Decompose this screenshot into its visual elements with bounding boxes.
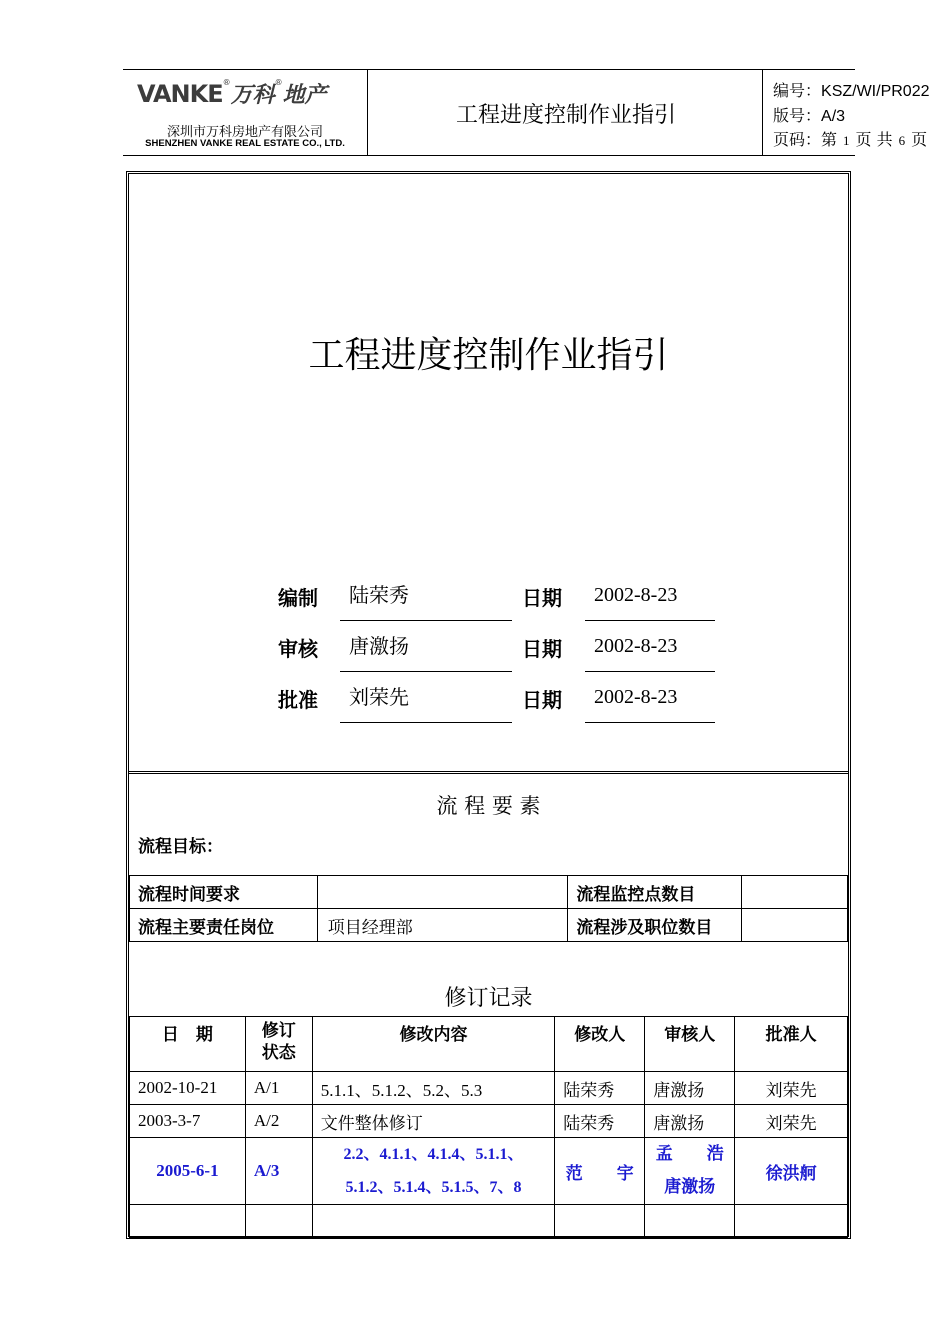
monitor-points-label: 流程监控点数目 xyxy=(568,876,742,909)
sig-date: 2002-8-23 xyxy=(585,677,715,723)
rev-approver: 徐洪舸 xyxy=(735,1138,848,1205)
sig-date-label: 日期 xyxy=(522,688,562,712)
vanke-logo xyxy=(137,78,327,108)
rev-content xyxy=(312,1205,555,1238)
rev-status: A/1 xyxy=(245,1072,312,1105)
table-row xyxy=(130,876,848,909)
sig-role-label: 编制 xyxy=(278,586,318,610)
revision-record-title: 修订记录 xyxy=(444,986,533,1011)
col-approver: 批准人 xyxy=(735,1017,848,1072)
process-table xyxy=(129,875,848,942)
rev-approver xyxy=(735,1205,848,1238)
rev-modifier: 范 宇 xyxy=(555,1138,645,1205)
rev-reviewer: 唐激扬 xyxy=(645,1072,735,1105)
header-title: 工程进度控制作业指引 xyxy=(455,103,676,128)
page-end: 页 xyxy=(911,130,928,149)
rev-modifier: 陆荣秀 xyxy=(555,1072,645,1105)
company-name-en: SHENZHEN VANKE REAL ESTATE CO., LTD. xyxy=(145,138,345,149)
process-elements-title: 流 程 要 素 xyxy=(436,794,541,818)
rev-approver: 刘荣先 xyxy=(735,1105,848,1138)
table-row xyxy=(130,909,848,942)
table-row xyxy=(130,1072,848,1105)
company-name-cn: 深圳市万科房地产有限公司 xyxy=(166,125,323,140)
rev-date: 2005-6-1 xyxy=(130,1138,246,1205)
section-divider xyxy=(129,771,848,774)
sig-date-label: 日期 xyxy=(522,637,562,661)
sig-role-label: 审核 xyxy=(278,637,318,661)
revision-table xyxy=(129,1016,848,1238)
header-title-cell xyxy=(367,70,763,155)
positions-value xyxy=(742,909,848,942)
page-no: 1 xyxy=(843,133,850,148)
doc-code-label: 编号： xyxy=(773,81,822,100)
col-date: 日 期 xyxy=(130,1017,246,1072)
rev-reviewer: 孟 浩 唐激扬 xyxy=(645,1138,735,1205)
col-status: 修订 状态 xyxy=(245,1017,312,1072)
page-header xyxy=(123,69,930,156)
logo-cjk: 万科 xyxy=(230,83,275,108)
col-content: 修改内容 xyxy=(312,1017,555,1072)
rev-status xyxy=(245,1205,312,1238)
rev-status: A/2 xyxy=(245,1105,312,1138)
rev-content: 2.2、4.1.1、4.1.4、5.1.1、5.1.2、5.1.4、5.1.5、7、8 xyxy=(312,1138,555,1205)
rev-date: 2003-3-7 xyxy=(130,1105,246,1138)
page-label: 页码：第 xyxy=(773,130,838,149)
doc-code xyxy=(773,78,930,101)
table-row xyxy=(130,1138,848,1205)
table-header-row xyxy=(130,1017,848,1072)
doc-meta xyxy=(763,70,930,155)
doc-code-value: KSZ/WI/PR022 xyxy=(821,83,930,100)
rev-status: A/3 xyxy=(245,1138,312,1205)
owner-label: 流程主要责任岗位 xyxy=(130,909,318,942)
rev-date xyxy=(130,1205,246,1238)
table-row xyxy=(130,1105,848,1138)
sig-role-label: 批准 xyxy=(278,688,318,712)
logo-reg-mark: ® xyxy=(274,78,283,87)
sig-name: 刘荣先 xyxy=(340,677,512,723)
rev-reviewer: 唐激扬 xyxy=(645,1105,735,1138)
rev-approver: 刘荣先 xyxy=(735,1072,848,1105)
rev-modifier: 陆荣秀 xyxy=(555,1105,645,1138)
doc-version xyxy=(773,103,845,126)
document-title: 工程进度控制作业指引 xyxy=(308,335,669,376)
sig-date: 2002-8-23 xyxy=(585,626,715,672)
table-row xyxy=(130,1205,848,1238)
page-total: 6 xyxy=(898,133,906,148)
col-reviewer: 审核人 xyxy=(645,1017,735,1072)
doc-version-label: 版号： xyxy=(773,106,822,125)
sig-date-label: 日期 xyxy=(522,586,562,610)
page-mid: 页 共 xyxy=(855,130,893,149)
rev-reviewer xyxy=(645,1205,735,1238)
logo-latin: VANKE xyxy=(137,80,223,108)
rev-content: 文件整体修订 xyxy=(312,1105,555,1138)
company-block xyxy=(123,70,367,155)
rev-modifier xyxy=(555,1205,645,1238)
sig-name: 陆荣秀 xyxy=(340,575,512,621)
sig-name: 唐激扬 xyxy=(340,626,512,672)
sig-date: 2002-8-23 xyxy=(585,575,715,621)
col-modifier: 修改人 xyxy=(555,1017,645,1072)
monitor-points-value xyxy=(742,876,848,909)
owner-value: 项目经理部 xyxy=(317,909,568,942)
rev-date: 2002-10-21 xyxy=(130,1072,246,1105)
document-frame xyxy=(126,171,851,1239)
process-goal-label: 流程目标： xyxy=(138,837,223,857)
logo-reg-mark: ® xyxy=(222,78,231,87)
logo-cjk-2: 地产 xyxy=(282,83,327,108)
positions-label: 流程涉及职位数目 xyxy=(568,909,742,942)
rev-content: 5.1.1、5.1.2、5.2、5.3 xyxy=(312,1072,555,1105)
page-number xyxy=(773,127,927,150)
time-req-label: 流程时间要求 xyxy=(130,876,318,909)
doc-version-value: A/3 xyxy=(821,108,846,125)
time-req-value xyxy=(317,876,568,909)
